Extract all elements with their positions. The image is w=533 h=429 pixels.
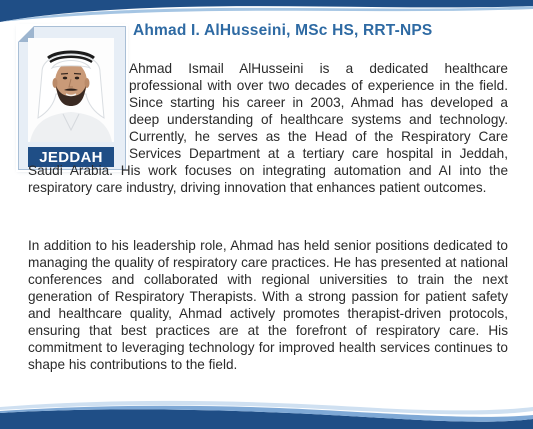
profile-name: Ahmad I. AlHusseini, MSc HS, RRT-NPS [133, 22, 433, 39]
bio-paragraph-1: Ahmad Ismail AlHusseini is a dedicated healthcare professional with over two decades of experience in the field. Since starting his career in 2003, Ahmad has developed a deep understanding of healthcare systems and technology. Currently, he serves as the Head of the Respiratory Care Services Department at a tertiary care hospital in Jeddah, Saudi Arabia. His work focuses on integrating automation and AI into the respiratory care industry, driving innovation that enhances patient outcomes. [28, 61, 508, 195]
city-badge: JEDDAH [28, 147, 114, 167]
bottom-wave-decoration [0, 389, 533, 429]
top-wave-decoration [0, 0, 533, 22]
bio-paragraph-2: In addition to his leadership role, Ahmad has held senior positions dedicated to managing the quality of respiratory care practices. He has presented at national conferences and collaborated with regional universities to train the next generation of Respiratory Therapists. With a strong passion for patient safety and healthcare quality, Ahmad actively promotes therapist-driven protocols, ensuring that best practices are at the forefront of respiratory care. His commitment to leveraging technology for improved health services continues to shape his contributions to the field. [28, 238, 508, 372]
